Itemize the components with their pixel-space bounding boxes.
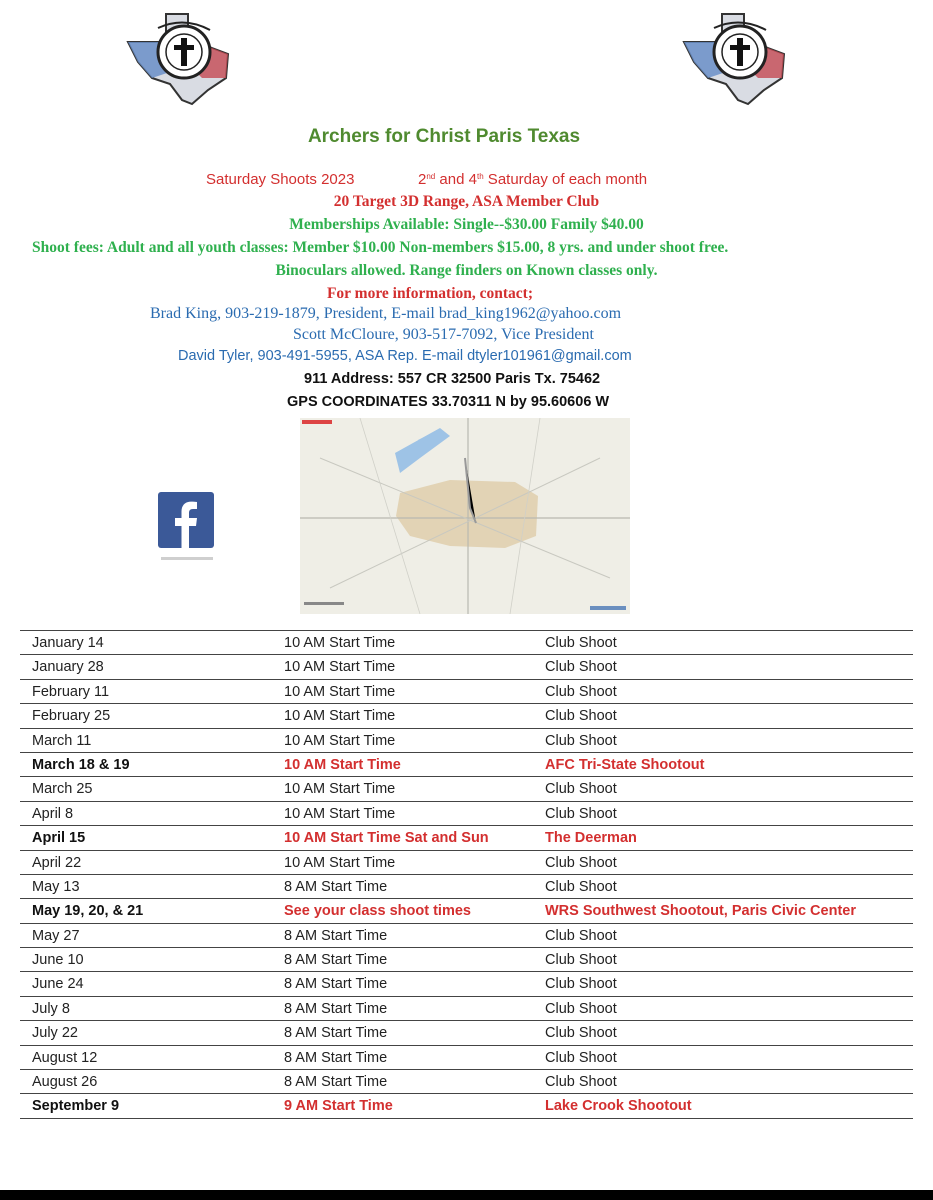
schedule-date: August 26 xyxy=(32,1074,98,1091)
schedule-date: June 10 xyxy=(32,952,84,969)
table-row xyxy=(20,972,913,996)
table-row xyxy=(20,729,913,753)
schedule-date: May 13 xyxy=(32,878,80,895)
schedule-date: February 25 xyxy=(32,708,111,725)
more-info-line: For more information, contact; xyxy=(326,285,534,302)
schedule-time: 10 AM Start Time Sat and Sun xyxy=(284,830,489,847)
table-row xyxy=(20,851,913,875)
table-row xyxy=(20,1070,913,1094)
schedule-event: Club Shoot xyxy=(545,927,617,944)
table-row xyxy=(20,704,913,728)
schedule-event: AFC Tri-State Shootout xyxy=(545,756,705,773)
schedule-time: 8 AM Start Time xyxy=(284,1074,388,1091)
schedule-time: 8 AM Start Time xyxy=(284,1025,388,1042)
archers-for-christ-logo-right xyxy=(678,8,790,112)
schedule-date: August 12 xyxy=(32,1049,98,1066)
schedule-time: 10 AM Start Time xyxy=(284,659,396,676)
schedule-date: June 24 xyxy=(32,976,84,993)
schedule-date: March 11 xyxy=(32,732,92,749)
archers-for-christ-logo-left xyxy=(122,8,234,112)
schedule-time: 10 AM Start Time xyxy=(284,635,396,651)
facebook-caption xyxy=(161,557,213,560)
table-row xyxy=(20,630,913,655)
saturday-shoots-label: Saturday Shoots 2023 xyxy=(206,171,355,188)
address-line: 911 Address: 557 CR 32500 Paris Tx. 75462 xyxy=(304,371,601,387)
schedule-event: Club Shoot xyxy=(545,708,617,725)
table-row xyxy=(20,802,913,826)
memberships-line: Memberships Available: Single--$30.00 Family $40.00 xyxy=(289,216,644,233)
schedule-event: The Deerman xyxy=(545,830,637,847)
schedule-date: May 19, 20, & 21 xyxy=(32,903,144,920)
schedule-event: Club Shoot xyxy=(545,854,617,871)
schedule-date: September 9 xyxy=(32,1098,120,1115)
schedule-table xyxy=(20,630,913,1119)
contact-president: Brad King, 903-219-1879, President, E-mail brad_king1962@yahoo.com xyxy=(150,305,622,322)
contact-vice-president: Scott McCloure, 903-517-7092, Vice President xyxy=(293,326,594,343)
schedule-event: Club Shoot xyxy=(545,781,617,798)
schedule-time: See your class shoot times xyxy=(284,903,471,920)
schedule-event: Club Shoot xyxy=(545,805,617,822)
contact-asa-rep: David Tyler, 903-491-5955, ASA Rep. E-mail dtyler101961@gmail.com xyxy=(178,348,632,364)
schedule-time: 10 AM Start Time xyxy=(284,781,396,798)
schedule-time: 10 AM Start Time xyxy=(284,805,396,822)
schedule-date: July 22 xyxy=(32,1025,78,1042)
schedule-time: 10 AM Start Time xyxy=(284,854,396,871)
shoot-fees-line: Shoot fees: Adult and all youth classes: Member $10.00 Non-members $15.00, 8 yrs. and under shoot free. xyxy=(32,239,729,256)
binoculars-line: Binoculars allowed. Range finders on Known classes only. xyxy=(275,262,658,279)
facebook-icon[interactable] xyxy=(158,492,214,548)
schedule-date: April 22 xyxy=(32,854,82,871)
schedule-date: March 18 & 19 xyxy=(32,756,130,773)
schedule-time: 10 AM Start Time xyxy=(284,732,396,749)
schedule-time: 8 AM Start Time xyxy=(284,1000,388,1017)
schedule-event: Club Shoot xyxy=(545,1074,617,1091)
schedule-time: 8 AM Start Time xyxy=(284,878,388,895)
schedule-event: Club Shoot xyxy=(545,1049,617,1066)
schedule-time: 8 AM Start Time xyxy=(284,952,388,969)
table-row xyxy=(20,924,913,948)
schedule-event: Club Shoot xyxy=(545,683,617,700)
schedule-event: Club Shoot xyxy=(545,878,617,895)
schedule-time: 10 AM Start Time xyxy=(284,683,396,700)
schedule-date: February 11 xyxy=(32,683,110,700)
schedule-event: Club Shoot xyxy=(545,1000,617,1017)
schedule-date: January 28 xyxy=(32,659,104,676)
schedule-event: Club Shoot xyxy=(545,635,617,651)
table-row xyxy=(20,948,913,972)
table-row xyxy=(20,997,913,1021)
schedule-event: WRS Southwest Shootout, Paris Civic Center xyxy=(545,903,856,920)
table-row xyxy=(20,826,913,850)
table-row xyxy=(20,753,913,777)
table-row xyxy=(20,1046,913,1070)
table-row xyxy=(20,899,913,923)
schedule-event: Club Shoot xyxy=(545,952,617,969)
saturday-schedule-text: 2nd and 4th Saturday of each month xyxy=(418,171,648,188)
schedule-date: January 14 xyxy=(32,635,104,651)
schedule-date: April 15 xyxy=(32,830,86,847)
schedule-time: 8 AM Start Time xyxy=(284,976,388,993)
table-row xyxy=(20,680,913,704)
table-row xyxy=(20,1021,913,1045)
schedule-time: 9 AM Start Time xyxy=(284,1098,393,1115)
schedule-date: July 8 xyxy=(32,1000,70,1017)
schedule-time: 8 AM Start Time xyxy=(284,927,388,944)
schedule-time: 10 AM Start Time xyxy=(284,708,396,725)
schedule-event: Lake Crook Shootout xyxy=(545,1098,692,1115)
table-row xyxy=(20,875,913,899)
schedule-event: Club Shoot xyxy=(545,732,617,749)
page-title: Archers for Christ Paris Texas xyxy=(307,126,581,147)
gps-line: GPS COORDINATES 33.70311 N by 95.60606 W xyxy=(287,394,610,410)
schedule-time: 8 AM Start Time xyxy=(284,1049,388,1066)
schedule-date: March 25 xyxy=(32,781,93,798)
table-row xyxy=(20,655,913,679)
table-row xyxy=(20,777,913,801)
schedule-event: Club Shoot xyxy=(545,659,617,676)
bottom-edge xyxy=(0,1190,933,1200)
range-line: 20 Target 3D Range, ASA Member Club xyxy=(333,193,600,210)
schedule-event: Club Shoot xyxy=(545,1025,617,1042)
schedule-date: April 8 xyxy=(32,805,74,822)
schedule-time: 10 AM Start Time xyxy=(284,756,401,773)
schedule-event: Club Shoot xyxy=(545,976,617,993)
schedule-date: May 27 xyxy=(32,927,80,944)
paris-texas-map xyxy=(300,418,630,614)
table-row xyxy=(20,1094,913,1118)
